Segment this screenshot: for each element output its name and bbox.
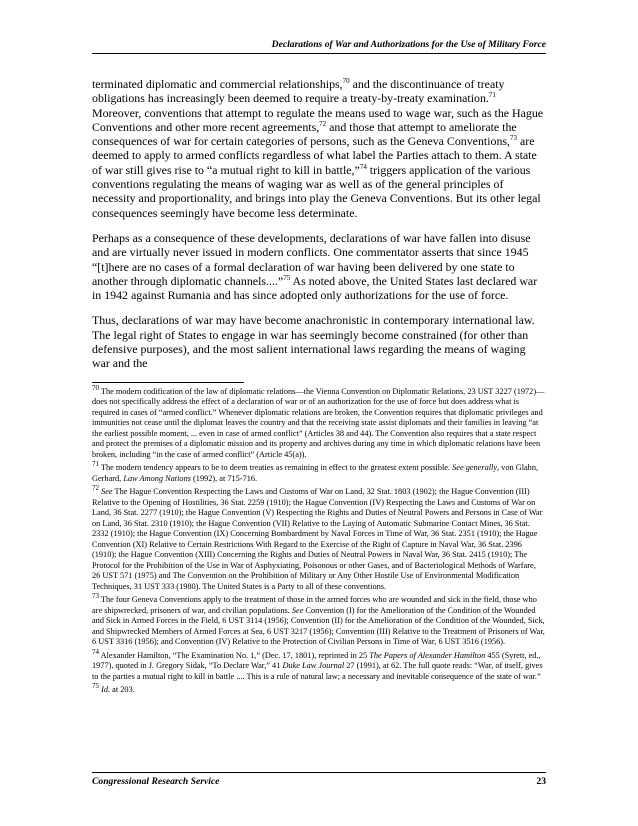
footnote-number: 74 xyxy=(92,647,99,656)
footnote-ref-70[interactable]: 70 xyxy=(342,77,350,86)
page-number: 23 xyxy=(536,776,546,787)
citation-signal: See xyxy=(99,487,113,497)
footer-agency: Congressional Research Service xyxy=(92,776,220,787)
text-run: terminated diplomatic and commercial relationships, xyxy=(92,77,343,91)
journal-title: Duke Law Journal xyxy=(282,661,345,671)
footnote-number: 70 xyxy=(92,383,99,392)
footnote-70 xyxy=(92,383,546,461)
footnote-text: 27 (1991), at 62. The full quote reads: “War, of itself, gives to the parties a mutual right to kill in battle .... This is a rule of natural law; a necessary and inevitable consequence of the state of war.” xyxy=(92,661,543,681)
footnote-text: (1992), at 715-716. xyxy=(190,473,258,483)
header-rule xyxy=(92,53,546,54)
footnote-number: 72 xyxy=(92,484,99,493)
footnote-71 xyxy=(92,460,546,484)
footnote-text: at 203. xyxy=(110,685,135,695)
footnote-number: 73 xyxy=(92,592,99,601)
paragraph-1 xyxy=(92,77,546,220)
book-title: The Papers of Alexander Hamilton xyxy=(369,650,486,660)
footnote-text: The Hague Convention Respecting the Laws and Customs of War on Land, 32 Stat. 1803 (1902); the Hague Convention (III) Relative to the Opening of Hostilities, 36 Stat. 2259 (1910); the Hague Convention (IV) Respecting the Laws and Customs of War on Land, 36 Stat. 2277 (1910); the Hague Convention (V) Respecting the Rights and Duties of Neutral Powers and Persons in Case of War on Land, 36 Stat. 2310 (1910); the Hague Convention (VII) Relative to the Laying of Automatic Submarine Contact Mines, 36 Stat. 2332 (1910); the Hague Convention (IX) Concerning Bombardment by Naval Forces in Time of War, 36 Stat. 2351 (1910); the Hague Convention (XI) Relative to Certain Restrictions With Regard to the Exercise of the Right of Capture in Naval War, 36 Stat. 2396 (1910); the Hague Convention (XIII) Concerning the Rights and Duties of Neutral Powers in Naval War, 36 Stat. 2415 (1910); The Protocol for the Prohibition of the Use in War of Asphyxiating, Poisonous or other Gases, and of Bacteriological Methods of Warfare, 26 UST 571 (1975) and The Convention on the Prohibition of Military or Any Other Hostile Use of Environmental Modification Techniques, 31 UST 333 (1980). The United States is a Party to all of these conventions. xyxy=(92,487,543,591)
text-run: Perhaps as a consequence of these developments, declarations of war have fallen into disuse and are virtually never issued in modern conflicts. One commentator asserts that since 1945 “[t]here are no cases of a formal declaration of war having been delivered by one state to another through diplomatic channels....” xyxy=(92,230,531,288)
paragraph-2 xyxy=(92,231,546,302)
footnote-text: The four Geneva Conventions apply to the treatment of those in the armed forces who are wounded and sick in the field, those who are shipwrecked, prisoners of war, and civilian populations. xyxy=(92,595,537,615)
footnote-text: The modern codification of the law of diplomatic relations—the Vienna Convention on Diplomatic Relations, 23 UST 3227 (1972)—does not specifically address the effect of a declaration of war or of an authorization for the use of force but does address what is required in cases of “armed conflict.” Whenever diplomatic relations are broken, the Convention requires that diplomatic privileges and immunities not cease until the diplomat leaves the country and that the receiving state assist diplomats and their families in leaving “at the earliest possible moment, ... even in case of armed conflict” (Articles 38 and 44). The Convention also requires that a state respect and protect the premises of a diplomatic mission and its property and archives during any time in which diplomatic relations have been broken, including “in the case of armed conflict” (Article 45(a)). xyxy=(92,386,545,459)
text-run: and the discontinuance of treaty obligations has increasingly been deemed to require a treaty-by-treaty examination. xyxy=(92,77,505,106)
citation-signal: Id. xyxy=(99,685,111,695)
footnote-73 xyxy=(92,592,546,648)
book-title: Law Among Nations xyxy=(123,473,191,483)
text-run: As noted above, the United States last declared war in 1942 against Rumania and has since adopted only authorizations for the use of force. xyxy=(92,273,538,303)
footnote-74 xyxy=(92,647,546,683)
footnote-72 xyxy=(92,484,546,592)
footnote-text: Alexander Hamilton, “The Examination No. 1,” (Dec. 17, 1801), reprinted in 25 xyxy=(99,650,370,660)
citation-signal: See xyxy=(291,605,304,615)
footnote-75 xyxy=(92,682,546,696)
footnote-ref-75[interactable]: 75 xyxy=(283,273,291,282)
footnote-text: Convention (I) for the Amelioration of the Condition of the Wounded and Sick in Armed Forces in the Field, 6 UST 3114 (1956); Convention (II) for the Amelioration of the Condition of the Wounded, Sick, and Shipwrecked Members of Armed Forces at Sea, 6 UST 3217 (1956); Convention (III) Relative to the Treatment of Prisoners of War, 6 UST 3316 (1956); and Convention (IV) Relative to the Protection of Civilian Persons in Time of War, 6 UST 3516 (1956). xyxy=(92,605,545,647)
footnote-ref-72[interactable]: 72 xyxy=(319,119,327,128)
footnote-number: 71 xyxy=(92,460,99,469)
footnote-text: , von Glahn, Gerhard, xyxy=(92,463,539,483)
body-text xyxy=(92,77,546,699)
footnote-ref-73[interactable]: 73 xyxy=(510,134,518,143)
paragraph-3: Thus, declarations of war may have become anachronistic in contemporary international law. The legal right of States to engage in war has seemingly become constrained (for other than defensive purposes), and the most salient international laws regarding the means of waging war and the xyxy=(92,313,535,371)
text-run: are deemed to apply to armed conflicts regardless of what label the Parties attach to them. A state of war still gives rise to “a mutual right to kill in battle,” xyxy=(92,134,537,177)
footnote-ref-74[interactable]: 74 xyxy=(359,162,367,171)
text-run: triggers application of the various conventions regulating the means of waging war as well as of the general principles of necessity and proportionality, and brings into play the Geneva Conventions. But its other legal consequences seemingly have become less determinate. xyxy=(92,162,541,220)
footnote-number: 75 xyxy=(92,682,99,691)
footnote-text: The modern tendency appears to be to deem treaties as remaining in effect to the greatest extent possible. xyxy=(99,463,453,473)
text-run: and those that attempt to ameliorate the consequences of war for certain categories of persons, such as the Geneva Conventions, xyxy=(92,119,517,149)
text-run: Moreover, conventions that attempt to regulate the means used to wage war, such as the Hague Conventions and other more recent agreements, xyxy=(92,105,544,134)
running-header: Declarations of War and Authorizations for the Use of Military Force xyxy=(271,39,546,50)
footnote-ref-71[interactable]: 71 xyxy=(488,91,496,100)
footer-rule xyxy=(92,772,546,773)
footnote-separator xyxy=(92,382,244,383)
citation-signal: See generally xyxy=(452,463,498,473)
footnote-text: 455 (Syrett, ed., 1977), quoted in J. Gregory Sidak, “To Declare War,” 41 xyxy=(92,650,541,671)
